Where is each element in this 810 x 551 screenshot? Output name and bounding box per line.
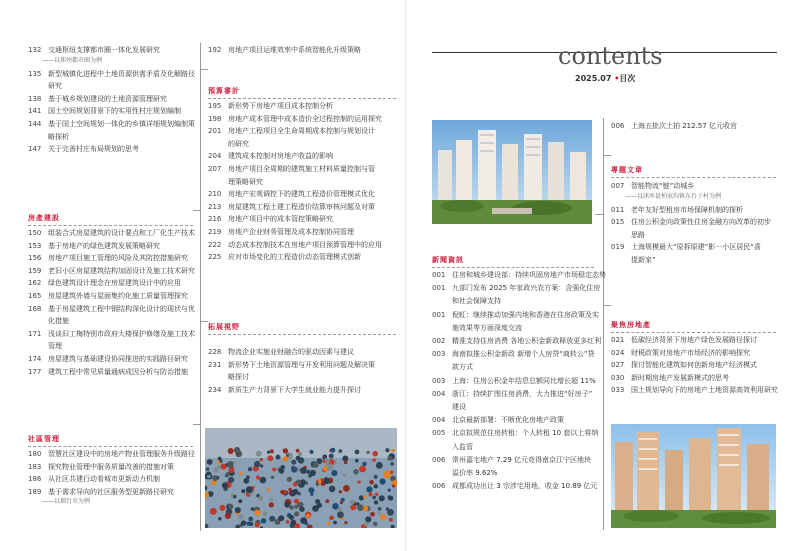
- page-number: 213: [208, 202, 222, 211]
- toc-entry: [611, 120, 737, 132]
- toc-entry-continued: 略探析: [48, 132, 69, 141]
- toc-entry: [432, 335, 601, 347]
- page-number: 153: [28, 241, 42, 250]
- page-number: 006: [432, 455, 446, 464]
- toc-entry-continued: 款方式: [452, 363, 473, 372]
- toc-entry-continued: 和社会保障支持: [452, 297, 501, 306]
- toc-entry-continued: 建设: [452, 403, 466, 411]
- toc-entry: [208, 188, 375, 200]
- entry-title: 房地产企业财务管理及成本控制协同管理: [228, 228, 354, 236]
- page-number: 210: [208, 190, 222, 199]
- entry-title: 海南拟推公积金新政 新增个人房贷“商转公”贷: [452, 350, 595, 359]
- toc-entry: [28, 461, 174, 473]
- entry-title: 房地产成本管理中成本造价全过程控制的运用探究: [228, 114, 382, 123]
- entry-title: 物流企业实施业财融合的驱动因素与建议: [228, 348, 354, 356]
- entry-title: 交通枢纽支撑都市圈一体化发展研究: [48, 46, 160, 54]
- page-number: 030: [611, 373, 625, 382]
- toc-entry-continued: 提新家”: [631, 256, 656, 264]
- section-heading: 房產建設: [28, 214, 60, 222]
- entry-title: 房地产项目中的成本管控策略研究: [228, 215, 333, 224]
- toc-entry: [432, 309, 599, 321]
- page-number: 006: [611, 122, 625, 130]
- page-number: 183: [28, 462, 42, 471]
- section-divider: [432, 267, 594, 268]
- page-number: 132: [28, 46, 42, 54]
- page-number: 004: [432, 389, 446, 398]
- issue-date: 2025.07: [575, 74, 612, 83]
- section-heading: 新聞資訊: [432, 256, 464, 264]
- page-number: 162: [28, 279, 42, 288]
- entry-title: 新型城镇化进程中土地资源供需矛盾及化解路径: [48, 69, 195, 78]
- toc-entry: [611, 384, 778, 396]
- toc-entry: [28, 227, 195, 239]
- toc-entry: [28, 328, 195, 340]
- toc-entry: [208, 125, 375, 137]
- toc-entry: [208, 213, 333, 225]
- toc-entry: [28, 473, 160, 485]
- entry-title: 老旧小区房屋建筑结构加固设计及施工技术研究: [48, 266, 195, 275]
- toc-entry-continued: 入监管: [452, 442, 473, 451]
- entry-title: 基于城乡规划建设的土地资源管理研究: [48, 94, 167, 103]
- toc-entry: [208, 201, 375, 213]
- toc-entry: [28, 105, 181, 117]
- toc-entry: [28, 252, 188, 264]
- entry-title: 精准支持住房消费 各地公积金新政释放更多红利: [452, 337, 602, 345]
- toc-entry: [208, 251, 361, 263]
- toc-entry: [611, 180, 694, 192]
- page-number: 144: [28, 120, 42, 128]
- entry-title: 房地产宏观调控下的建筑工程造价管理模式优化: [228, 190, 375, 199]
- entry-title: 住房公积金向政策性住房金融方向改革的初步: [631, 218, 771, 227]
- page-number: 189: [28, 487, 42, 496]
- toc-entry: [611, 372, 729, 384]
- entry-title: 新形势下房地产项目成本控制分析: [228, 102, 333, 110]
- entry-title: 上海规模最大“原拆原建”影一小区居民“喜: [631, 243, 761, 252]
- toc-entry: [611, 334, 757, 346]
- toc-entry: [208, 239, 382, 251]
- section-heading: 預算審計: [208, 87, 240, 95]
- toc-entry: [611, 204, 743, 216]
- page-number: 019: [611, 243, 625, 252]
- page-number: 011: [611, 205, 625, 214]
- mulu-label: 目次: [619, 74, 636, 83]
- toc-entry: [611, 241, 761, 253]
- toc-entry: [611, 347, 750, 359]
- page-number: 159: [28, 266, 42, 275]
- entry-title: 浙江：持续扩围住房消费，大力推进“好房子”: [452, 389, 593, 398]
- entry-title: 常州嘉宅地产 7.29 亿元竞得南京江宁区地块: [452, 455, 592, 464]
- toc-entry: [28, 486, 174, 498]
- section-heading: 拓展視野: [208, 323, 240, 331]
- entry-title: 应对市场变化的工程造价动态管理模式创新: [228, 253, 361, 262]
- entry-title: 房地产项目运维效率中系统智能化升级策略: [228, 46, 361, 54]
- entry-title: 浅谈旧工梅特别市政府大楼保护修缮及施工技术: [48, 329, 195, 338]
- entry-title: 探究物业管理中服务质量改善的措施对策: [48, 462, 174, 471]
- toc-entry: [432, 454, 591, 466]
- entry-title: 倪虹：继续推动加强内地和香港在住房政策及实: [452, 310, 599, 319]
- toc-entry: [28, 303, 195, 315]
- page-number: 156: [28, 254, 42, 263]
- toc-entry: [28, 353, 188, 365]
- entry-title: 从社区共建行动看城市更新动力机制: [48, 475, 160, 484]
- toc-entry: [208, 346, 354, 358]
- toc-entry: [28, 448, 195, 460]
- page-number: 135: [28, 69, 42, 78]
- entry-title: 住房和城乡建设部：持续巩固房地产市场稳定态势: [452, 271, 606, 279]
- rule-tick: [193, 424, 201, 425]
- toc-subtitle: ——以沭库县柏家沟镇东台子村为例: [625, 192, 722, 200]
- page-number: 007: [611, 182, 625, 190]
- toc-entry-continued: 管理: [48, 342, 62, 351]
- page-number: 186: [28, 475, 42, 484]
- toc-entry: [611, 216, 771, 228]
- section-divider: [28, 446, 193, 447]
- toc-entry: [432, 375, 596, 387]
- entry-title: 绿色建筑设计理念在房屋建筑设计中的应用: [48, 279, 181, 288]
- contents-title: contents: [558, 42, 663, 70]
- entry-title: 智能物流“链”动城乡: [631, 182, 695, 190]
- entry-title: 成都成功出让 3 宗涉宅用地，收金 10.89 亿元: [452, 482, 598, 491]
- entry-title: 上海五批次土拍 212.57 亿元收官: [631, 122, 737, 130]
- entry-title: 低碳经济背景下房地产绿色发展路径探讨: [631, 336, 757, 344]
- page-number: 150: [28, 229, 42, 237]
- page-number: 225: [208, 253, 222, 262]
- page-number: 216: [208, 215, 222, 224]
- crowd-photo: [205, 428, 397, 528]
- toc-entry: [208, 359, 375, 371]
- page-number: 201: [208, 127, 222, 136]
- rule-tick: [595, 214, 603, 215]
- toc-entry: [432, 414, 564, 426]
- entry-title: 基于需求导向的社区服务型更新路径研究: [48, 487, 174, 496]
- toc-entry: [432, 388, 592, 400]
- page-number: 174: [28, 355, 42, 363]
- page-number: 006: [432, 482, 446, 491]
- toc-entry: [28, 44, 160, 56]
- entry-title: 智慧社区建设中的房地产物业管理服务升级路径: [48, 450, 195, 458]
- apartment-towers-photo: [611, 424, 776, 528]
- section-divider: [611, 332, 776, 333]
- toc-entry: [28, 240, 160, 252]
- entry-title: 动态成本控制技术在房地产项目预算管理中的应用: [228, 240, 382, 249]
- page-number: 177: [28, 367, 42, 376]
- page-number: 005: [432, 429, 446, 438]
- toc-entry: [208, 163, 375, 175]
- page-number: 004: [432, 416, 446, 425]
- page-number: 204: [208, 152, 222, 161]
- page-number: 234: [208, 385, 222, 394]
- separator-dot: •: [614, 74, 620, 83]
- toc-entry: [28, 277, 181, 289]
- section-divider: [28, 225, 193, 226]
- toc-entry-continued: 略探讨: [228, 373, 249, 382]
- toc-subtitle: ——以烟台市为例: [42, 498, 91, 506]
- entry-title: 房地产工程项目全生命周期成本控制与规划设计: [228, 127, 375, 136]
- page-number: 195: [208, 102, 222, 110]
- section-heading: 聚焦房地產: [611, 321, 651, 329]
- toc-entry: [28, 93, 167, 105]
- page-number: 171: [28, 329, 42, 338]
- entry-title: 房地产项目全周期的建筑施工材料质量控制与管: [228, 165, 375, 173]
- page-number: 219: [208, 228, 222, 236]
- page-number: 003: [432, 350, 446, 359]
- entry-title: 基于国土空间规划一体化的乡镇详细规划编制策: [48, 120, 195, 128]
- entry-title: 新时期房地产发展新模式的思考: [631, 373, 729, 382]
- toc-entry-continued: 研究: [48, 82, 62, 91]
- toc-entry-continued: 溢价率 9.62%: [452, 469, 498, 477]
- page-number: 147: [28, 145, 42, 154]
- entry-title: 新形势下土地资源管理与开发利用问题及解决策: [228, 360, 375, 369]
- toc-entry: [28, 118, 195, 130]
- entry-title: 北京最新部署：不断优化房地产政策: [452, 416, 564, 425]
- section-heading: 社區管理: [28, 435, 60, 443]
- section-divider: [208, 98, 396, 99]
- entry-title: 北京拟规范住房转租：个人转租 10 套以上将纳: [452, 429, 599, 438]
- entry-title: 组装合式房屋建筑的设计要点和工厂化生产技术: [48, 229, 195, 237]
- page-number: 192: [208, 46, 222, 54]
- toc-entry: [432, 427, 598, 439]
- toc-entry: [611, 359, 757, 371]
- toc-entry: [28, 265, 195, 277]
- page-number: 228: [208, 348, 222, 356]
- toc-entry-continued: 施效果等方面深度交流: [452, 323, 522, 332]
- page-number: 015: [611, 218, 625, 227]
- entry-title: 九部门发布 2025 年家政兴农方案：含强化住房: [452, 284, 601, 293]
- page-number: 138: [28, 94, 42, 103]
- toc-entry-continued: 理策略研究: [228, 177, 263, 186]
- rule-tick: [603, 305, 611, 306]
- entry-title: 上海：住房公积金年结息总额同比增长超 11%: [452, 376, 596, 385]
- residential-towers-photo: [432, 120, 592, 224]
- toc-subtitle: ——以郑州都市圈为例: [42, 56, 103, 64]
- toc-entry: [432, 480, 597, 492]
- entry-title: 房地产项目施工管理的风险及其防控措施研究: [48, 254, 188, 263]
- page-number: 141: [28, 107, 42, 116]
- section-divider: [208, 334, 396, 335]
- page-number: 003: [432, 376, 446, 385]
- entry-title: 基于房地产的绿色建筑发展策略研究: [48, 241, 160, 250]
- rule-tick: [200, 321, 208, 322]
- toc-entry: [28, 68, 195, 80]
- page-gutter: [405, 0, 406, 551]
- page-number: 002: [432, 337, 446, 345]
- page-number: 198: [208, 114, 222, 123]
- entry-title: 国土空间规划背景下的实用性村庄规划编制: [48, 107, 181, 116]
- rule-tick: [603, 155, 611, 156]
- entry-title: 国土规划导向下的房地产土地资源高效利用研究: [631, 386, 778, 395]
- toc-entry: [208, 226, 354, 238]
- toc-entry: [208, 100, 333, 112]
- page-number: 231: [208, 360, 222, 369]
- toc-entry: [28, 143, 139, 155]
- toc-entry: [208, 113, 382, 125]
- entry-title: 关于完善村庄布局规划的思考: [48, 145, 139, 154]
- page-number: 033: [611, 386, 625, 395]
- section-divider: [611, 177, 776, 178]
- entry-title: 房屋建筑与基础建设协同推进的实践路径研究: [48, 355, 188, 363]
- section-heading: 專題文章: [611, 166, 643, 174]
- column-rule: [603, 118, 604, 530]
- entry-title: 老年友好型租房市场保障机制的探析: [631, 205, 743, 214]
- rule-tick: [200, 69, 208, 70]
- toc-entry-continued: 化措施: [48, 317, 69, 326]
- toc-entry: [28, 366, 188, 378]
- page-number: 024: [611, 348, 625, 357]
- page-number: 001: [432, 271, 446, 279]
- column-rule: [200, 43, 201, 531]
- toc-entry: [208, 384, 361, 396]
- entry-title: 新质生产力背景下大学生就业能力提升探讨: [228, 385, 361, 394]
- entry-title: 建筑工程中常见质量通病成因分析与防治措施: [48, 367, 188, 376]
- toc-entry: [432, 282, 600, 294]
- toc-entry: [208, 44, 361, 56]
- entry-title: 房屋建筑外墙与屋面集约化施工质量管理探究: [48, 292, 188, 300]
- entry-title: 基于房屋建筑工程中钢结构深化设计的现状与优: [48, 304, 195, 313]
- toc-entry: [432, 348, 594, 360]
- page-number: 222: [208, 240, 222, 249]
- toc-entry: [432, 269, 606, 281]
- entry-title: 建筑成本控制对房地产收益的影响: [228, 152, 333, 161]
- page-number: 165: [28, 292, 42, 300]
- entry-title: 财税政策对房地产市场经济的影响探究: [631, 348, 750, 357]
- entry-title: 房屋建筑工程土建工程造价结算审核问题及对策: [228, 202, 375, 211]
- rule-tick: [193, 210, 201, 211]
- contents-date-label: [575, 73, 635, 84]
- toc-entry: [28, 290, 188, 302]
- page-number: 027: [611, 361, 625, 370]
- page-number: 168: [28, 304, 42, 313]
- page-number: 001: [432, 310, 446, 319]
- page-number: 207: [208, 165, 222, 173]
- page-number: 001: [432, 284, 446, 293]
- page-number: 180: [28, 450, 42, 458]
- entry-title: 探讨智能化建筑如何创新房地产经济模式: [631, 361, 757, 370]
- toc-entry-continued: 思路: [631, 230, 645, 239]
- page-number: 021: [611, 336, 625, 344]
- toc-entry: [208, 150, 333, 162]
- toc-entry-continued: 的研究: [228, 139, 249, 148]
